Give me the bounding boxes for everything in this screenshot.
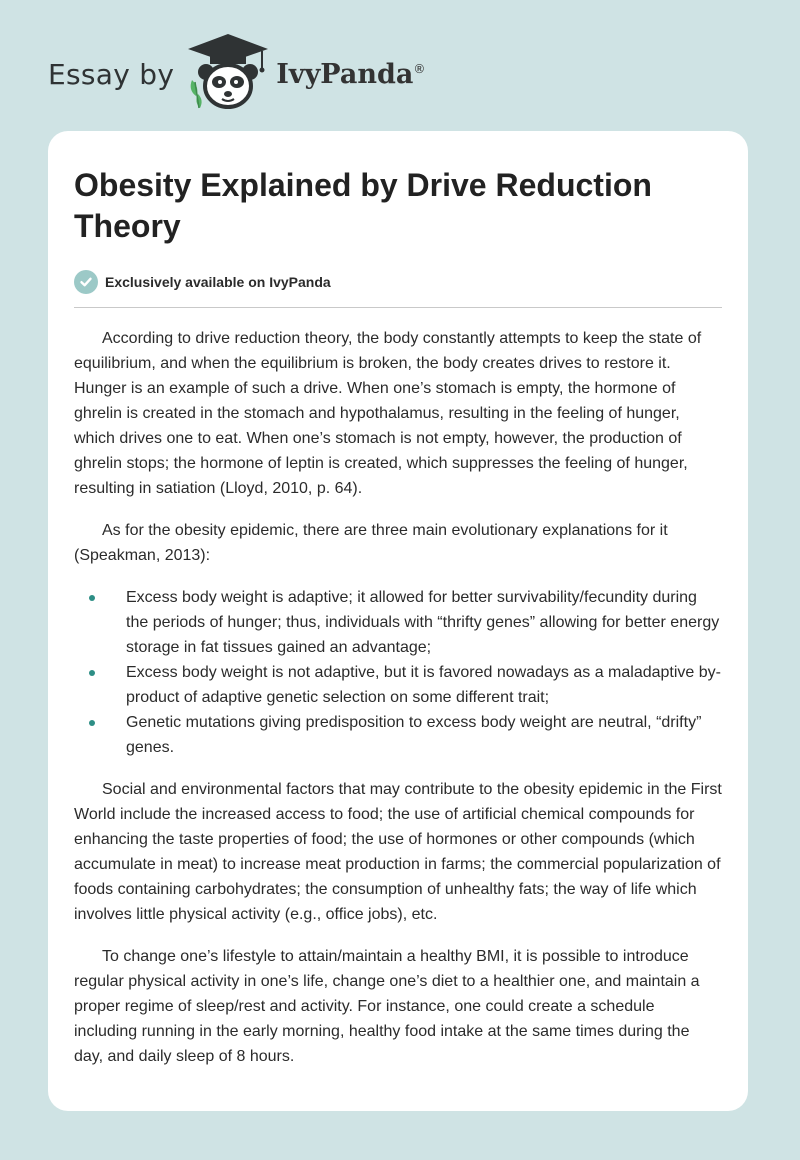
exclusive-label: Exclusively available on IvyPanda xyxy=(105,274,331,290)
paragraph: As for the obesity epidemic, there are three main evolutionary explanations for it (Speakman, 2013): xyxy=(74,522,668,564)
bullet-dot-icon xyxy=(89,595,95,601)
list-item-text: Excess body weight is not adaptive, but it is favored nowadays as a maladaptive by-product of adaptive genetic selection on some different trait; xyxy=(126,664,721,706)
paragraph: Social and environmental factors that may contribute to the obesity epidemic in the First World include the increased access to food; the use of artificial chemical compounds for enhancing the taste properties of food; the use of hormones or other compounds (which accumulate in meat) to increase meat production in farms; the commercial popularization of foods containing carbohydrates; the consumption of unhealthy fats; the way of life which involves little physical activity (e.g., office jobs), etc. xyxy=(74,781,722,923)
brand-header[interactable] xyxy=(48,34,425,114)
brand-prefix: Essay by xyxy=(48,57,175,91)
list-item-text: Excess body weight is adaptive; it allowed for better survivability/fecundity during the periods of hunger; thus, individuals with “thrifty genes” allowing for better energy storage in fat tissues gained an advantage; xyxy=(126,589,720,656)
essay-card xyxy=(48,131,748,1111)
panda-logo-icon xyxy=(186,32,270,117)
bullet-dot-icon xyxy=(89,670,95,676)
bullet-dot-icon xyxy=(89,720,95,726)
title-divider xyxy=(74,307,722,308)
paragraph: According to drive reduction theory, the body constantly attempts to keep the state of equilibrium, and when the equilibrium is broken, the body creates drives to restore it. Hunger is an example of such a drive. When one’s stomach is empty, the hormone of ghrelin is created in the stomach and hypothalamus, resulting in the feeling of hunger, which drives one to eat. When one’s stomach is not empty, however, the production of ghrelin stops; the hormone of leptin is created, which suppresses the feeling of hunger, resulting in satiation (Lloyd, 2010, p. 64). xyxy=(74,330,702,497)
paragraph: To change one’s lifestyle to attain/maintain a healthy BMI, it is possible to introduce regular physical activity in one’s life, change one’s diet to a healthier one, and maintain a proper regime of sleep/rest and activity. For instance, one could create a schedule including running in the early morning, healthy food intake at the same times during the day, and daily sleep of 8 hours. xyxy=(74,948,700,1065)
explanations-list xyxy=(74,585,722,760)
essay-body xyxy=(74,326,722,1069)
list-item xyxy=(74,585,722,660)
brand-name: IvyPanda® xyxy=(276,58,426,90)
list-item xyxy=(74,660,722,710)
exclusive-badge xyxy=(74,269,722,295)
check-icon xyxy=(74,270,98,294)
list-item xyxy=(74,710,722,760)
list-item-text: Genetic mutations giving predisposition to excess body weight are neutral, “drifty” genes. xyxy=(126,714,702,756)
essay-title: Obesity Explained by Drive Reduction Theory xyxy=(74,167,652,244)
